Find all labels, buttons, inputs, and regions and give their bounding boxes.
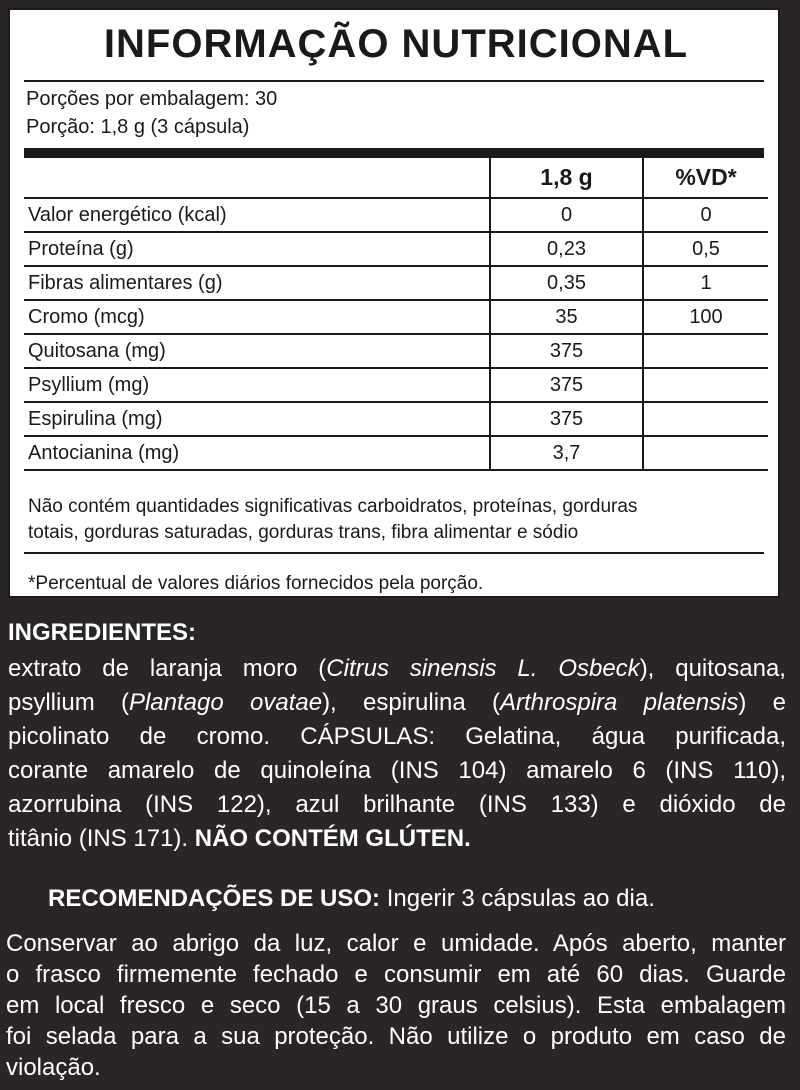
storage-line: Conservar ao abrigo da luz, calor e umidade. Após aberto, manter: [6, 930, 786, 957]
dv-footnote: *Percentual de valores diários fornecidos pela porção.: [28, 573, 484, 594]
nutrient-dv: [643, 334, 768, 368]
nutrient-dv: 0: [643, 198, 768, 232]
nutrient-amount: 0,35: [490, 266, 643, 300]
serving-size: Porção: 1,8 g (3 cápsula): [26, 116, 250, 138]
nutrient-name: Quitosana (mg): [24, 334, 490, 368]
nutrient-name: Psyllium (mg): [24, 368, 490, 402]
ingredients-text: [8, 652, 786, 856]
storage-line: foi selada para a sua proteção. Não utilize o produto em caso de: [6, 1023, 786, 1050]
table-row: [24, 266, 768, 300]
scientific-name: Citrus sinensis L. Osbeck: [326, 655, 640, 682]
nutrient-dv: [643, 368, 768, 402]
table-row: [24, 436, 768, 470]
nutrient-amount: 35: [490, 300, 643, 334]
servings-per-package: Porções por embalagem: 30: [26, 88, 278, 110]
header-blank: [24, 158, 490, 198]
table-header-row: [24, 158, 768, 198]
nutrient-dv: 1: [643, 266, 768, 300]
text: ), quitosana,: [639, 655, 786, 682]
not-significant-line: totais, gorduras saturadas, gorduras trans, fibra alimentar e sódio: [28, 522, 579, 543]
storage-line: em local fresco e seco (15 a 30 graus celsius). Esta embalagem: [6, 992, 786, 1019]
table-row: [24, 402, 768, 436]
header-daily-value: %VD*: [643, 158, 768, 198]
storage-line: violação.: [6, 1054, 101, 1081]
text: extrato de laranja moro (: [8, 655, 327, 682]
storage-instructions: [6, 928, 786, 1083]
ingredients-line: [8, 686, 786, 720]
scientific-name: Plantago ovatae: [128, 689, 323, 716]
nutrient-amount: 375: [490, 334, 643, 368]
nutrition-facts-panel: [8, 8, 780, 598]
nutrient-dv: 0,5: [643, 232, 768, 266]
ingredients-line: picolinato de cromo. CÁPSULAS: Gelatina, água purificada,: [8, 723, 786, 750]
text: ), espirulina (: [322, 689, 501, 716]
table-row: [24, 300, 768, 334]
nutrient-amount: 0,23: [490, 232, 643, 266]
ingredients-line: azorrubina (INS 122), azul brilhante (INS 133) e dióxido de: [8, 791, 786, 818]
nutrient-amount: 3,7: [490, 436, 643, 470]
header-amount: 1,8 g: [490, 158, 643, 198]
nutrition-title: INFORMAÇÃO NUTRICIONAL: [103, 22, 689, 66]
nutrient-name: Fibras alimentares (g): [24, 266, 490, 300]
text: psyllium (: [8, 689, 129, 716]
nutrient-name: Antocianina (mg): [24, 436, 490, 470]
scientific-name: Arthrospira platensis: [500, 689, 739, 716]
title-divider: [24, 80, 764, 82]
recommendation-label: RECOMENDAÇÕES DE USO:: [48, 885, 381, 912]
nutrient-dv: [643, 436, 768, 470]
ingredients-line: corante amarelo de quinoleína (INS 104) amarelo 6 (INS 110),: [8, 757, 786, 784]
nutrient-amount: 375: [490, 402, 643, 436]
nutrient-dv: [643, 402, 768, 436]
thick-divider: [24, 148, 764, 158]
table-row: [24, 198, 768, 232]
table-row: [24, 334, 768, 368]
ingredients-line: [8, 822, 786, 856]
gluten-free-statement: NÃO CONTÉM GLÚTEN.: [194, 825, 471, 852]
nutrient-dv: 100: [643, 300, 768, 334]
recommendation-text: Ingerir 3 cápsulas ao dia.: [380, 885, 655, 912]
table-row: [24, 232, 768, 266]
nutrient-name: Proteína (g): [24, 232, 490, 266]
nutrient-amount: 375: [490, 368, 643, 402]
text: titânio (INS 171).: [8, 825, 195, 852]
text: ) e: [738, 689, 787, 716]
footnote-divider: [24, 552, 764, 554]
nutrient-name: Cromo (mcg): [24, 300, 490, 334]
storage-line: o frasco firmemente fechado e consumir em até 60 dias. Guarde: [6, 961, 786, 988]
nutrient-name: Espirulina (mg): [24, 402, 490, 436]
usage-recommendation: [48, 885, 655, 913]
nutrient-amount: 0: [490, 198, 643, 232]
ingredients-line: [8, 652, 786, 686]
ingredients-title: INGREDIENTES:: [8, 619, 197, 646]
nutrient-name: Valor energético (kcal): [24, 198, 490, 232]
not-significant-line: Não contém quantidades significativas carboidratos, proteínas, gorduras: [28, 496, 638, 517]
not-significant-note: [28, 494, 778, 546]
table-row: [24, 368, 768, 402]
nutrition-table: [24, 158, 768, 471]
